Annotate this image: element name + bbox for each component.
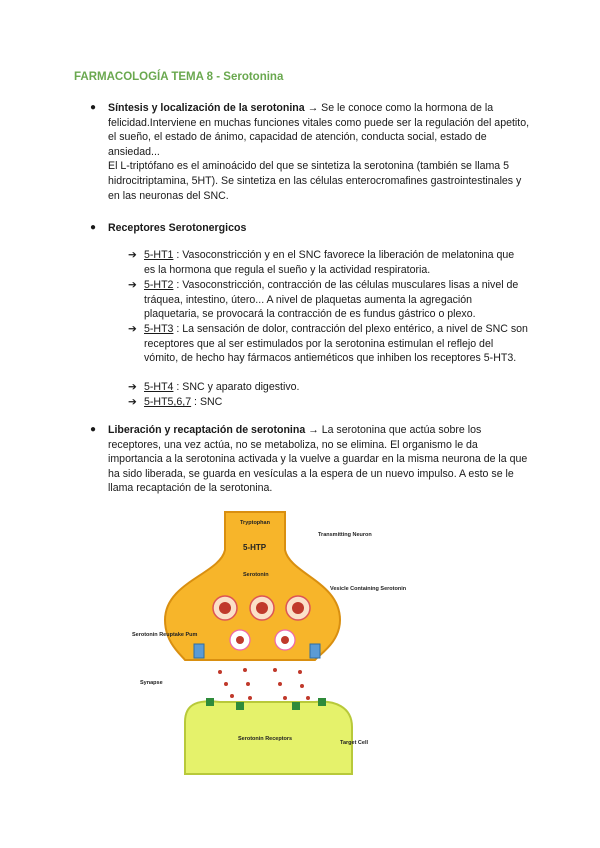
receptor-text: : La sensación de dolor, contracción del plexo entérico, a nivel de SNC son receptores que al ser estimulados por la serotonina estimulan el reflejo del vómito, de hecho hay fármacos antieméticos que inhiben los receptores 5-HT3. xyxy=(144,323,528,365)
receptor-name: 5-HT2 xyxy=(144,279,174,291)
bullet-icon: ● xyxy=(90,424,97,435)
arrow-text: → xyxy=(305,424,322,436)
arrow-icon: ➔ xyxy=(128,279,137,291)
receptor-name: 5-HT4 xyxy=(144,381,174,393)
receptor-name: 5-HT3 xyxy=(144,323,174,335)
arrow-icon: ➔ xyxy=(128,323,137,335)
receptor-name: 5-HT1 xyxy=(144,249,174,261)
receptor-item xyxy=(128,380,528,395)
section-text-2: El L-triptófano es el aminoácido del que se sintetiza la serotonina (también se llama 5 hidrocitriptamina, 5HT). Se sintetiza en las células enterocromafines gastrointestinales y en las neuronas del SNC. xyxy=(108,160,522,202)
section-heading: Síntesis y localización de la serotonina xyxy=(108,102,305,114)
receptor-text: : SNC xyxy=(191,396,223,408)
receptor-item xyxy=(128,322,528,366)
label-transmitting-neuron: Transmitting Neuron xyxy=(318,532,372,538)
section-text: La serotonina que actúa sobre los receptores, una vez actúa, no se metaboliza, no se elimina. El organismo le da importancia a la serotonina activada y la vuelve a guardar en la misma neurona de la que ha sido liberada, se guarda en vesículas a la espera de un nuevo impulso. A esto se le llama recaptación de la serotonina. xyxy=(108,424,528,495)
reuptake-pump xyxy=(310,644,320,658)
bullet-icon: ● xyxy=(90,102,97,113)
section-synthesis xyxy=(90,101,530,203)
arrow-icon: ➔ xyxy=(128,396,137,408)
receptor-item xyxy=(128,248,528,277)
label-5htp: 5-HTP xyxy=(243,543,267,552)
label-synapse: Synapse xyxy=(140,680,163,686)
arrow-text: → xyxy=(304,102,322,114)
label-tryptophan: Tryptophan xyxy=(240,520,270,526)
receptor-item xyxy=(128,395,528,410)
arrow-icon: ➔ xyxy=(128,381,137,393)
reuptake-pump xyxy=(194,644,204,658)
serotonin-molecules xyxy=(218,668,310,700)
section-reuptake xyxy=(90,423,530,496)
page-title: FARMACOLOGÍA TEMA 8 - Serotonina xyxy=(74,71,284,83)
receptor-item xyxy=(128,278,528,322)
label-serotonin: Serotonin xyxy=(243,572,269,578)
receptor-name: 5-HT5,6,7 xyxy=(144,396,192,408)
section-text: Se le conoce como la hormona de la felicidad.Interviene en muchas funciones vitales como puede ser la regulación del apetito, el sueño, el estado de ánimo, capacidad de atención, conducta social, estado de ansiedad... xyxy=(108,102,530,158)
serotonin-synapse-diagram xyxy=(130,512,407,774)
section-heading: Receptores Serotonergicos xyxy=(108,222,247,234)
arrow-icon: ➔ xyxy=(128,249,137,261)
receptor-text: : Vasoconstricción, contracción de las células musculares lisas a nivel de tráquea, intestino, útero... A nivel de plaquetas aumenta la agregación plaquetaria, se provocará la contracción de es fundus gástrico o plexo. xyxy=(144,279,519,321)
label-target-cell: Target Cell xyxy=(340,740,369,746)
label-vesicle: Vesicle Containing Serotonin xyxy=(330,586,407,592)
section-receptors xyxy=(90,221,530,236)
label-receptors: Serotonin Receptors xyxy=(238,736,293,742)
bullet-icon: ● xyxy=(90,222,97,233)
receptor-text: : SNC y aparato digestivo. xyxy=(173,381,300,393)
section-heading: Liberación y recaptación de serotonina xyxy=(108,424,306,436)
label-reuptake-pump: Serotonin Reuptake Pum xyxy=(132,632,198,638)
receptor-text: : Vasoconstricción y en el SNC favorece la liberación de melatonina que es la hormona que regula el sueño y la actividad respiratoria. xyxy=(144,249,515,276)
